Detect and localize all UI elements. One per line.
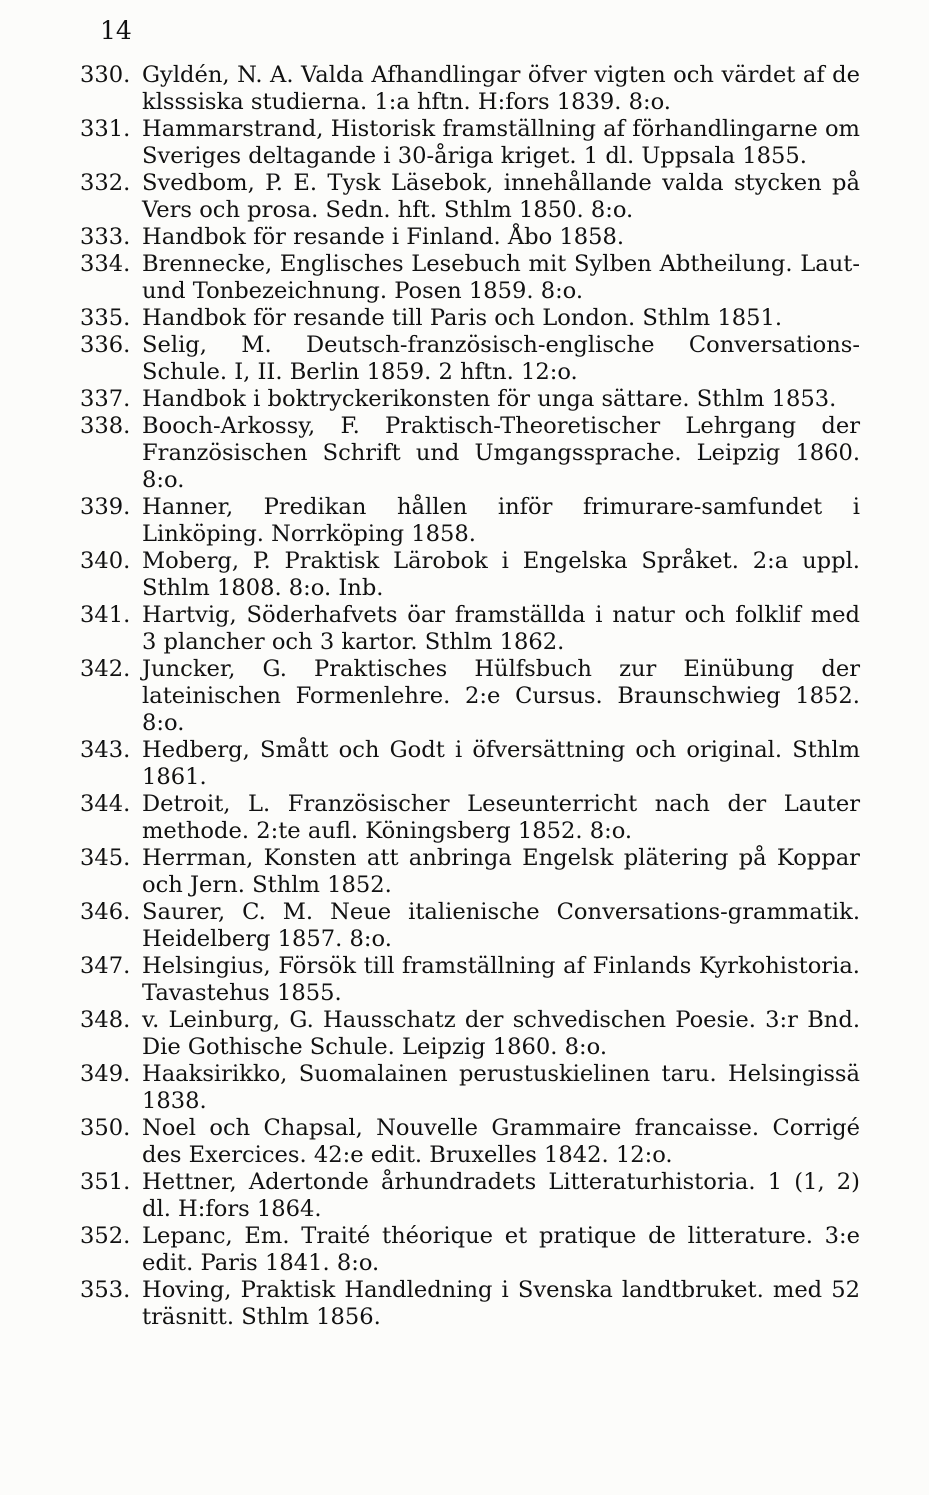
entry-number: 337. bbox=[80, 386, 131, 412]
catalog-entry bbox=[80, 737, 860, 791]
catalog-entry bbox=[80, 386, 860, 413]
entry-number: 341. bbox=[80, 602, 131, 628]
entry-number: 344. bbox=[80, 791, 131, 817]
catalog-entry bbox=[80, 332, 860, 386]
catalog-entry bbox=[80, 1007, 860, 1061]
entry-number: 340. bbox=[80, 548, 131, 574]
entry-text: Brennecke, Englisches Lesebuch mit Sylben Abtheilung. Laut- und Tonbezeichnung. Posen 1859. 8:o. bbox=[142, 251, 860, 304]
catalog-entry bbox=[80, 899, 860, 953]
entry-text: Booch-Arkossy, F. Praktisch-Theoretischer Lehrgang der Französischen Schrift und Umgangssprache. Leipzig 1860. 8:o. bbox=[142, 413, 860, 493]
entry-number: 352. bbox=[80, 1223, 131, 1249]
catalog-entry bbox=[80, 791, 860, 845]
entry-number: 343. bbox=[80, 737, 131, 763]
entry-text: Handbok i boktryckerikonsten för unga sättare. Sthlm 1853. bbox=[142, 386, 837, 412]
entry-text: Haaksirikko, Suomalainen perustuskielinen taru. Helsingissä 1838. bbox=[142, 1061, 860, 1114]
catalog-entry bbox=[80, 251, 860, 305]
entry-number: 330. bbox=[80, 62, 131, 88]
entry-text: Saurer, C. M. Neue italienische Conversations-grammatik. Heidelberg 1857. 8:o. bbox=[142, 899, 860, 952]
entry-text: Handbok för resande i Finland. Åbo 1858. bbox=[142, 224, 625, 250]
catalog-entry bbox=[80, 305, 860, 332]
catalog-entry bbox=[80, 602, 860, 656]
page-number: 14 bbox=[100, 16, 132, 45]
entry-number: 339. bbox=[80, 494, 131, 520]
entry-text: Moberg, P. Praktisk Lärobok i Engelska Språket. 2:a uppl. Sthlm 1808. 8:o. Inb. bbox=[142, 548, 860, 601]
catalog-entries bbox=[80, 62, 860, 1331]
entry-number: 342. bbox=[80, 656, 131, 682]
entry-text: v. Leinburg, G. Hausschatz der schvedischen Poesie. 3:r Bnd. Die Gothische Schule. Leipzig 1860. 8:o. bbox=[142, 1007, 860, 1060]
entry-text: Svedbom, P. E. Tysk Läsebok, innehållande valda stycken på Vers och prosa. Sedn. hft. Sthlm 1850. 8:o. bbox=[142, 170, 860, 223]
catalog-entry bbox=[80, 1061, 860, 1115]
entry-number: 350. bbox=[80, 1115, 131, 1141]
entry-text: Gyldén, N. A. Valda Afhandlingar öfver vigten och värdet af de klsssiska studierna. 1:a hftn. H:fors 1839. 8:o. bbox=[142, 62, 860, 115]
entry-text: Hedberg, Smått och Godt i öfversättning och original. Sthlm 1861. bbox=[142, 737, 860, 790]
catalog-entry bbox=[80, 656, 860, 737]
entry-text: Hammarstrand, Historisk framställning af förhandlingarne om Sveriges deltagande i 30-åriga kriget. 1 dl. Uppsala 1855. bbox=[142, 116, 860, 169]
catalog-entry bbox=[80, 170, 860, 224]
catalog-entry bbox=[80, 1277, 860, 1331]
entry-text: Juncker, G. Praktisches Hülfsbuch zur Einübung der lateinischen Formenlehre. 2:e Cursus. Braunschwieg 1852. 8:o. bbox=[142, 656, 860, 736]
entry-text: Lepanc, Em. Traité théorique et pratique de litterature. 3:e edit. Paris 1841. 8:o. bbox=[142, 1223, 860, 1276]
entry-number: 334. bbox=[80, 251, 131, 277]
entry-text: Herrman, Konsten att anbringa Engelsk plätering på Koppar och Jern. Sthlm 1852. bbox=[142, 845, 860, 898]
entry-number: 349. bbox=[80, 1061, 131, 1087]
entry-number: 333. bbox=[80, 224, 131, 250]
entry-number: 335. bbox=[80, 305, 131, 331]
catalog-entry bbox=[80, 1223, 860, 1277]
entry-text: Hartvig, Söderhafvets öar framställda i natur och folklif med 3 plancher och 3 kartor. Sthlm 1862. bbox=[142, 602, 860, 655]
entry-number: 347. bbox=[80, 953, 131, 979]
entry-number: 336. bbox=[80, 332, 131, 358]
entry-text: Helsingius, Försök till framställning af Finlands Kyrkohistoria. Tavastehus 1855. bbox=[142, 953, 860, 1006]
catalog-entry bbox=[80, 494, 860, 548]
entry-number: 353. bbox=[80, 1277, 131, 1303]
catalog-entry bbox=[80, 1115, 860, 1169]
entry-text: Hoving, Praktisk Handledning i Svenska landtbruket. med 52 träsnitt. Sthlm 1856. bbox=[142, 1277, 860, 1330]
entry-text: Hettner, Adertonde århundradets Litteraturhistoria. 1 (1, 2) dl. H:fors 1864. bbox=[142, 1169, 860, 1222]
entry-number: 351. bbox=[80, 1169, 131, 1195]
catalog-entry bbox=[80, 953, 860, 1007]
entry-text: Noel och Chapsal, Nouvelle Grammaire francaisse. Corrigé des Exercices. 42:e edit. Bruxelles 1842. 12:o. bbox=[142, 1115, 860, 1168]
entry-number: 345. bbox=[80, 845, 131, 871]
entry-number: 346. bbox=[80, 899, 131, 925]
entry-number: 331. bbox=[80, 116, 131, 142]
catalog-entry bbox=[80, 548, 860, 602]
catalog-entry bbox=[80, 845, 860, 899]
entry-number: 338. bbox=[80, 413, 131, 439]
entry-text: Hanner, Predikan hållen inför frimurare-samfundet i Linköping. Norrköping 1858. bbox=[142, 494, 860, 547]
entry-text: Detroit, L. Französischer Leseunterricht nach der Lauter methode. 2:te aufl. Köningsberg 1852. 8:o. bbox=[142, 791, 860, 844]
catalog-entry bbox=[80, 116, 860, 170]
catalog-entry bbox=[80, 413, 860, 494]
catalog-entry bbox=[80, 62, 860, 116]
entry-text: Selig, M. Deutsch-französisch-englische Conversations-Schule. I, II. Berlin 1859. 2 hftn. 12:o. bbox=[142, 332, 860, 385]
entry-number: 348. bbox=[80, 1007, 131, 1033]
catalog-entry bbox=[80, 1169, 860, 1223]
entry-text: Handbok för resande till Paris och London. Sthlm 1851. bbox=[142, 305, 783, 331]
catalog-entry bbox=[80, 224, 860, 251]
entry-number: 332. bbox=[80, 170, 131, 196]
